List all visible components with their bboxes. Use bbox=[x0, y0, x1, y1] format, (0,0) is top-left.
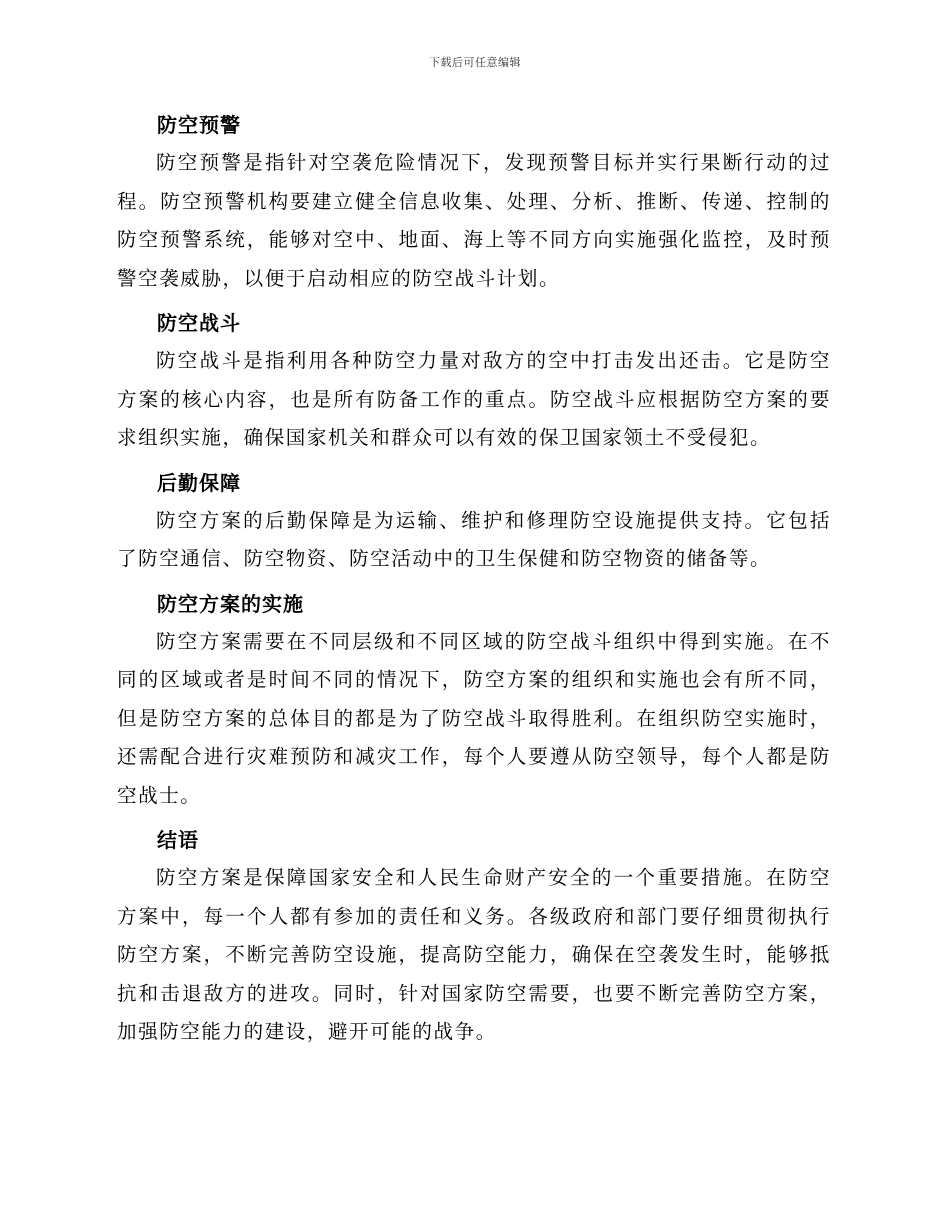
section-heading: 防空方案的实施 bbox=[157, 591, 304, 616]
section-heading: 防空战斗 bbox=[157, 311, 241, 335]
section-air-defense-warning bbox=[117, 106, 831, 298]
section-logistics-support bbox=[117, 464, 831, 579]
page-header-note: 下载后可任意编辑 bbox=[429, 56, 521, 69]
section-paragraph: 防空方案是保障国家安全和人民生命财产安全的一个重要措施。在防空方案中，每一个人都有参加的责任和义务。各级政府和部门要仔细贯彻执行防空方案，不断完善防空设施，提高防空能力，确保在空袭发生时，能够抵抗和击退敌方的进攻。同时，针对国家防空需要，也要不断完善防空方案，加强防空能力的建设，避开可能的战争。 bbox=[117, 866, 831, 1043]
section-paragraph: 防空方案需要在不同层级和不同区域的防空战斗组织中得到实施。在不同的区域或者是时间不同的情况下，防空方案的组织和实施也会有所不同，但是防空方案的总体目的都是为了防空战斗取得胜利。在组织防空实施时，还需配合进行灾难预防和减灾工作，每个人要遵从防空领导，每个人都是防空战士。 bbox=[117, 629, 831, 807]
section-air-defense-combat bbox=[117, 304, 831, 458]
section-heading: 防空预警 bbox=[157, 113, 241, 137]
section-conclusion bbox=[117, 821, 831, 1052]
document-body bbox=[117, 106, 831, 1058]
section-plan-implementation bbox=[117, 585, 831, 816]
section-paragraph: 防空预警是指针对空袭危险情况下，发现预警目标并实行果断行动的过程。防空预警机构要建立健全信息收集、处理、分析、推断、传递、控制的防空预警系统，能够对空中、地面、海上等不同方向实施强化监控，及时预警空袭威胁，以便于启动相应的防空战斗计划。 bbox=[117, 151, 831, 290]
section-heading: 后勤保障 bbox=[157, 470, 241, 495]
section-heading: 结语 bbox=[157, 828, 199, 852]
section-paragraph: 防空战斗是指利用各种防空力量对敌方的空中打击发出还击。它是防空方案的核心内容，也是所有防备工作的重点。防空战斗应根据防空方案的要求组织实施，确保国家机关和群众可以有效的保卫国家领土不受侵犯。 bbox=[117, 349, 831, 449]
section-paragraph: 防空方案的后勤保障是为运输、维护和修理防空设施提供支持。它包括了防空通信、防空物资、防空活动中的卫生保健和防空物资的储备等。 bbox=[117, 508, 831, 570]
